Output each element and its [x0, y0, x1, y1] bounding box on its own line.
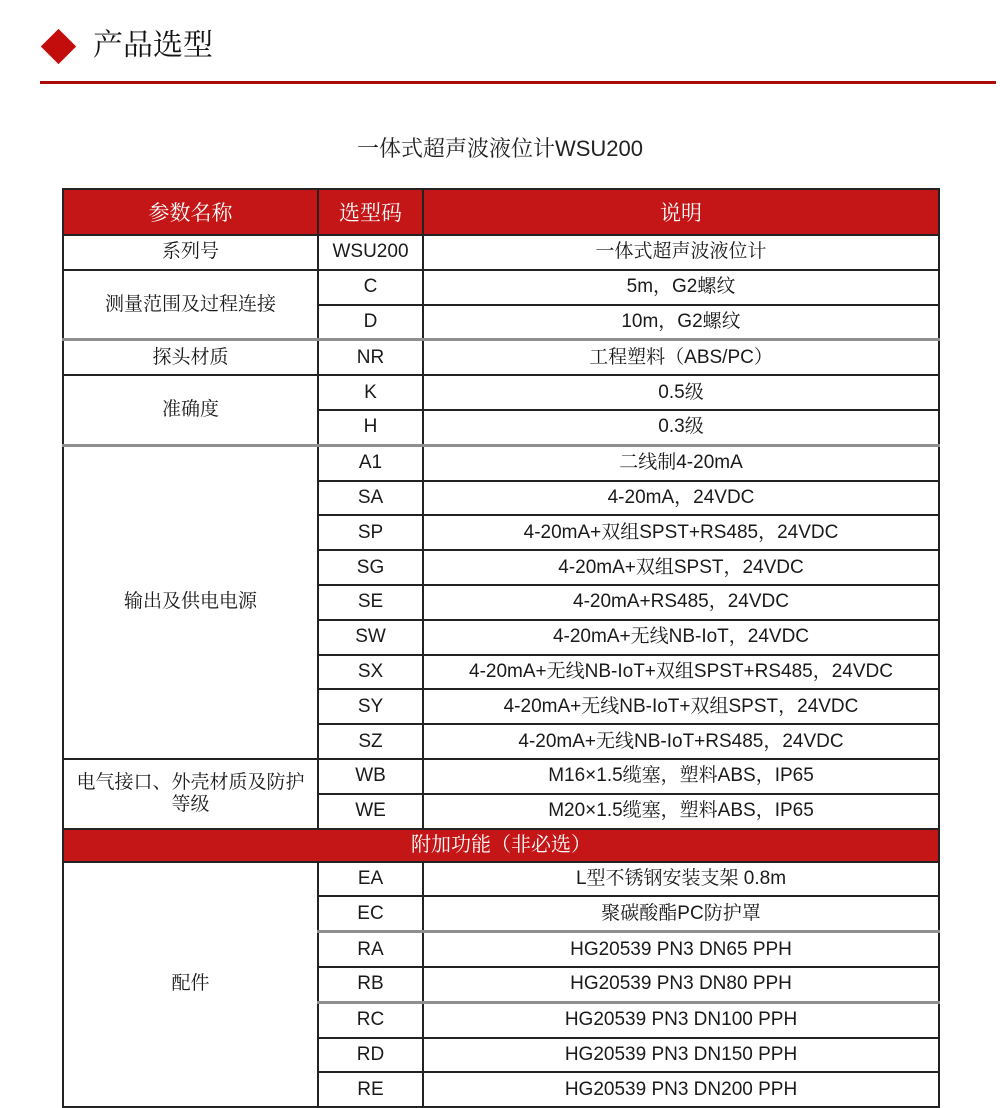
- table-row: [63, 445, 939, 480]
- param-cell: 准确度: [63, 375, 318, 445]
- desc-cell: 4-20mA+无线NB-IoT+RS485，24VDC: [423, 724, 939, 759]
- desc-cell: HG20539 PN3 DN65 PPH: [423, 932, 939, 967]
- code-cell: WSU200: [318, 235, 423, 270]
- desc-cell: HG20539 PN3 DN80 PPH: [423, 967, 939, 1002]
- desc-cell: HG20539 PN3 DN150 PPH: [423, 1038, 939, 1073]
- code-cell: RE: [318, 1072, 423, 1107]
- code-cell: RD: [318, 1038, 423, 1073]
- desc-cell: M20×1.5缆塞，塑料ABS，IP65: [423, 794, 939, 829]
- table-row: [63, 270, 939, 305]
- table-title: 一体式超声波液位计WSU200: [356, 136, 644, 161]
- desc-cell: 二线制4-20mA: [423, 445, 939, 480]
- code-cell: RB: [318, 967, 423, 1002]
- param-cell: 电气接口、外壳材质及防护等级: [63, 759, 318, 829]
- section-header: [0, 0, 1000, 68]
- code-cell: SE: [318, 585, 423, 620]
- desc-cell: 4-20mA+无线NB-IoT，24VDC: [423, 620, 939, 655]
- code-cell: SA: [318, 481, 423, 516]
- desc-cell: 0.5级: [423, 375, 939, 410]
- desc-cell: M16×1.5缆塞，塑料ABS，IP65: [423, 759, 939, 794]
- col-header-parameter: 参数名称: [63, 189, 318, 235]
- param-cell: 探头材质: [63, 340, 318, 375]
- banner-row: [63, 829, 939, 862]
- table-row: [63, 759, 939, 794]
- col-header-code: 选型码: [318, 189, 423, 235]
- table-row: [63, 375, 939, 410]
- desc-cell: 工程塑料（ABS/PC）: [423, 340, 939, 375]
- code-cell: SG: [318, 550, 423, 585]
- table-row: [63, 235, 939, 270]
- code-cell: H: [318, 410, 423, 445]
- param-cell: 测量范围及过程连接: [63, 270, 318, 340]
- desc-cell: HG20539 PN3 DN100 PPH: [423, 1002, 939, 1037]
- code-cell: EC: [318, 896, 423, 931]
- code-cell: RC: [318, 1002, 423, 1037]
- code-cell: SY: [318, 689, 423, 724]
- desc-cell: 0.3级: [423, 410, 939, 445]
- desc-cell: 4-20mA+双组SPST+RS485，24VDC: [423, 515, 939, 550]
- desc-cell: 4-20mA+无线NB-IoT+双组SPST，24VDC: [423, 689, 939, 724]
- code-cell: SZ: [318, 724, 423, 759]
- param-cell: 输出及供电电源: [63, 445, 318, 759]
- code-cell: SX: [318, 655, 423, 690]
- param-cell: 系列号: [63, 235, 318, 270]
- code-cell: RA: [318, 932, 423, 967]
- code-cell: WE: [318, 794, 423, 829]
- desc-cell: 4-20mA+双组SPST，24VDC: [423, 550, 939, 585]
- code-cell: NR: [318, 340, 423, 375]
- desc-cell: 4-20mA+RS485，24VDC: [423, 585, 939, 620]
- code-cell: SW: [318, 620, 423, 655]
- diamond-icon: [41, 28, 76, 63]
- desc-cell: 4-20mA+无线NB-IoT+双组SPST+RS485，24VDC: [423, 655, 939, 690]
- section-title: 产品选型: [93, 29, 213, 62]
- table-header-row: [63, 189, 939, 235]
- header-underline: [40, 81, 996, 84]
- code-cell: SP: [318, 515, 423, 550]
- table-row: [63, 340, 939, 375]
- param-cell: 配件: [63, 862, 318, 1108]
- desc-cell: 4-20mA，24VDC: [423, 481, 939, 516]
- code-cell: D: [318, 305, 423, 340]
- code-cell: WB: [318, 759, 423, 794]
- desc-cell: HG20539 PN3 DN200 PPH: [423, 1072, 939, 1107]
- desc-cell: 聚碳酸酯PC防护罩: [423, 896, 939, 931]
- desc-cell: 10m，G2螺纹: [423, 305, 939, 340]
- col-header-description: 说明: [423, 189, 939, 235]
- code-cell: EA: [318, 862, 423, 897]
- code-cell: C: [318, 270, 423, 305]
- desc-cell: L型不锈钢安装支架 0.8m: [423, 862, 939, 897]
- desc-cell: 5m，G2螺纹: [423, 270, 939, 305]
- banner-label: 附加功能（非必选）: [63, 829, 939, 862]
- product-selection-table: [62, 188, 940, 1108]
- code-cell: K: [318, 375, 423, 410]
- code-cell: A1: [318, 445, 423, 480]
- table-row: [63, 862, 939, 897]
- desc-cell: 一体式超声波液位计: [423, 235, 939, 270]
